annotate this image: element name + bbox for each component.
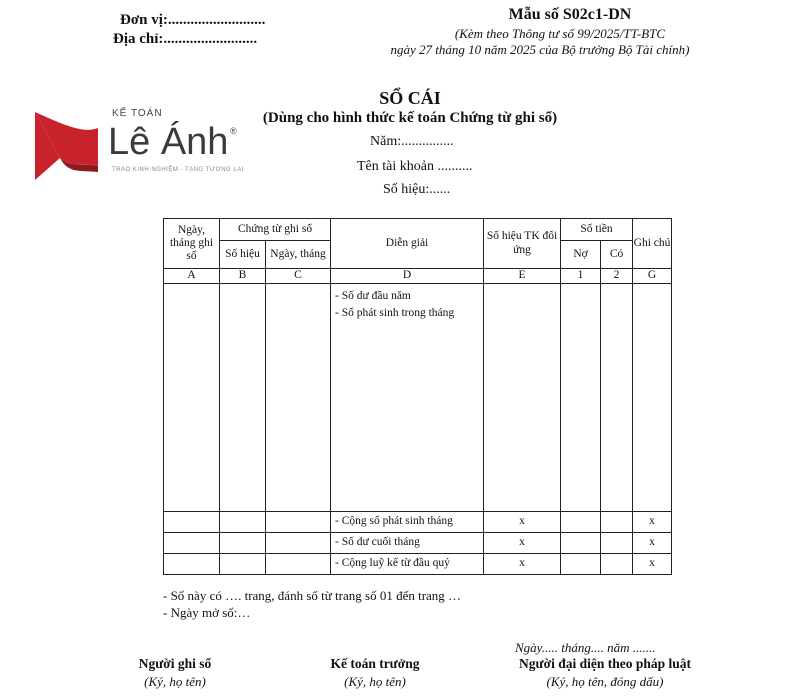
row-contra-mark: x <box>484 512 561 533</box>
header-contra-account: Số hiệu TK đối ứng <box>484 219 561 269</box>
table-row <box>164 512 672 533</box>
document-subtitle: (Dùng cho hình thức kế toán Chứng từ ghi sổ) <box>262 110 558 126</box>
open-date-note: - Ngày mở sổ:… <box>163 605 251 620</box>
code-1: 1 <box>561 269 601 284</box>
code-2: 2 <box>601 269 633 284</box>
header-amount: Số tiền <box>561 219 633 241</box>
ledger-table <box>163 218 672 575</box>
body-date-cell <box>164 284 220 512</box>
table-row <box>164 533 672 554</box>
code-a: A <box>164 269 220 284</box>
row-label: - Cộng số phát sinh tháng <box>331 512 484 533</box>
row-contra-mark: x <box>484 533 561 554</box>
monthly-arising-label: - Số phát sinh trong tháng <box>335 307 455 320</box>
row-note-mark: x <box>633 554 672 575</box>
body-note-cell <box>633 284 672 512</box>
header-credit: Có <box>601 241 633 269</box>
row-label: - Cộng luỹ kế từ đầu quý <box>331 554 484 575</box>
opening-balance-label: - Số dư đầu năm <box>335 290 411 302</box>
body-credit-cell <box>601 284 633 512</box>
signer-legal-rep-instruction: (Ký, họ tên, đóng dấu) <box>546 674 664 689</box>
header-description: Diễn giải <box>331 219 484 269</box>
signer-recorder-instruction: (Ký, họ tên) <box>144 674 206 689</box>
logo-registered-mark: ® <box>230 126 237 136</box>
unit-label: Đơn vị:.......................... <box>120 12 266 28</box>
body-voucher-date-cell <box>266 284 331 512</box>
signer-chief-accountant-instruction: (Ký, họ tên) <box>344 674 406 689</box>
address-label: Địa chỉ:......................... <box>113 31 258 47</box>
header-voucher-date: Ngày, tháng <box>266 241 331 269</box>
year-field: Năm:............... <box>370 134 454 149</box>
header-note: Ghi chú <box>633 219 672 269</box>
form-code: Mẫu số S02c1-DN <box>508 6 632 23</box>
code-b: B <box>220 269 266 284</box>
row-note-mark: x <box>633 512 672 533</box>
body-contra-cell <box>484 284 561 512</box>
logo-name: Lê Ánh <box>108 121 229 163</box>
header-voucher-number: Số hiệu <box>220 241 266 269</box>
form-reference-line-1: (Kèm theo Thông tư số 99/2025/TT-BTC <box>454 26 666 41</box>
header-voucher: Chứng từ ghi sổ <box>220 219 331 241</box>
row-contra-mark: x <box>484 554 561 575</box>
logo-small-text: KẾ TOÁN <box>112 108 163 119</box>
body-voucher-number-cell <box>220 284 266 512</box>
form-reference-line-2: ngày 27 tháng 10 năm 2025 của Bộ trưởng Bộ Tài chính) <box>390 42 690 57</box>
signer-recorder-title: Người ghi sổ <box>138 656 212 671</box>
code-g: G <box>633 269 672 284</box>
body-debit-cell <box>561 284 601 512</box>
signer-legal-rep-title: Người đại diện theo pháp luật <box>519 656 691 671</box>
account-number-field: Số hiệu:...... <box>383 182 451 197</box>
header-debit: Nợ <box>561 241 601 269</box>
code-c: C <box>266 269 331 284</box>
signer-chief-accountant-title: Kế toán trưởng <box>330 656 420 671</box>
account-name-field: Tên tài khoản .......... <box>357 159 473 174</box>
table-row <box>164 554 672 575</box>
row-note-mark: x <box>633 533 672 554</box>
body-description-cell <box>331 284 484 512</box>
signing-date-line: Ngày..... tháng.... năm ....... <box>515 640 656 655</box>
page-count-note: - Sổ này có …. trang, đánh số từ trang số 01 đến trang … <box>163 588 462 603</box>
row-label: - Số dư cuối tháng <box>331 533 484 554</box>
code-d: D <box>331 269 484 284</box>
code-e: E <box>484 269 561 284</box>
document-title: SỔ CÁI <box>379 88 441 108</box>
header-date-recorded: Ngày, tháng ghi sổ <box>164 219 220 269</box>
logo-tagline: TRAO KINH NGHIỆM - TẠNG TƯƠNG LAI <box>112 167 244 173</box>
